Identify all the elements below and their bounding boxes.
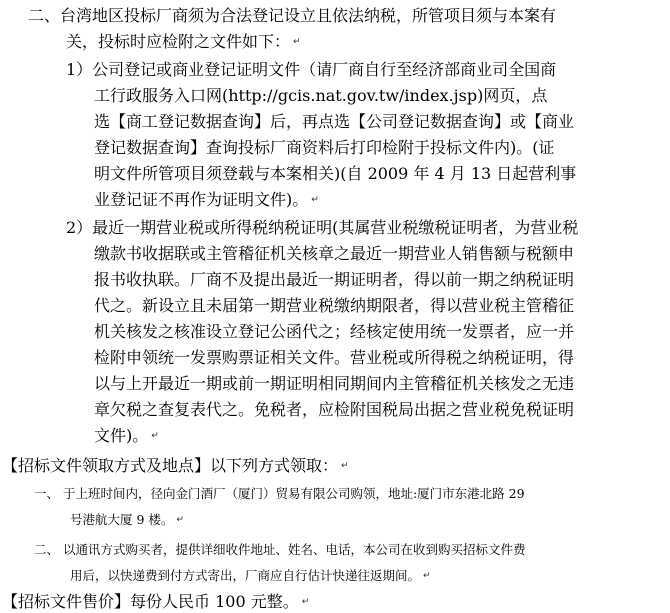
text-line: 代之。新设立且未届第一期营业税缴纳期限者，得以营业税主管稽征 [94, 296, 575, 315]
text-line: 检附申领统一发票购票证相关文件。营业税或所得税之纳税证明，得 [94, 348, 575, 367]
text-line: 文件)。 ↵ [94, 426, 159, 445]
text-line: 章欠税之查复表代之。免税者，应检附国税局出据之营业税免税证明 [94, 400, 575, 419]
text-line: 一、 于上班时间内，径向金门酒厂（厦门）贸易有限公司购领，地址:厦门市东港北路 29 [34, 486, 525, 501]
paragraph-return-icon: ↵ [293, 37, 301, 47]
text-line: 报书收执联。厂商不及提出最近一期证明者，得以前一期之纳税证明 [94, 270, 575, 289]
text-line: 工行政服务入口网(http://gcis.nat.gov.tw/index.jsp)网页，点 [94, 86, 548, 105]
paragraph-return-icon: ↵ [301, 597, 310, 607]
text-line: 登记数据查询】查询投标厂商资料后打印检附于投标文件内)。(证 [94, 138, 555, 157]
text-line: 【招标文件售价】每份人民币 100 元整。 ↵ [2, 592, 310, 611]
text-line: 机关核发之核准设立登记公函代之；经核定使用统一发票者，应一并 [94, 322, 575, 341]
text-line: 明文件所管项目须登载与本案相关)(自 2009 年 4 月 13 日起营利事 [94, 164, 577, 183]
text-line: 【招标文件领取方式及地点】以下列方式领取： ↵ [2, 456, 349, 475]
paragraph-return-icon: ↵ [176, 515, 184, 525]
paragraph-return-icon: ↵ [341, 461, 349, 471]
text-line: 关，投标时应检附之文件如下： ↵ [66, 32, 301, 51]
text-line: 业登记证不再作为证明文件)。 ↵ [94, 190, 319, 209]
text-line: 1）公司登记或商业登记证明文件（请厂商自行至经济部商业司全国商 [66, 60, 557, 79]
paragraph-return-icon: ↵ [151, 431, 159, 441]
paragraph-return-icon: ↵ [423, 571, 431, 581]
text-line: 二、台湾地区投标厂商须为合法登记设立且依法纳税，所管项目须与本案有 [28, 6, 557, 25]
text-line: 以与上开最近一期或前一期证明相同期间内主管稽征机关核发之无违 [94, 374, 575, 393]
paragraph-return-icon: ↵ [311, 195, 319, 205]
text-line: 2）最近一期营业税或所得税纳税证明(其属营业税缴税证明者，为营业税 [66, 218, 579, 237]
text-line: 缴款书收据联或主管稽征机关核章之最近一期营业人销售额与税额申 [94, 244, 575, 263]
text-line: 选【商工登记数据查询】后，再点选【公司登记数据查询】或【商业 [94, 112, 575, 131]
text-line: 用后，以快递费到付方式寄出，厂商应自行估计快递往返期间。 ↵ [70, 568, 431, 583]
text-line: 二、 以通讯方式购买者，提供详细收件地址、姓名、电话，本公司在收到购买招标文件费 [34, 542, 526, 557]
text-line: 号港航大厦 9 楼。 ↵ [70, 512, 184, 527]
